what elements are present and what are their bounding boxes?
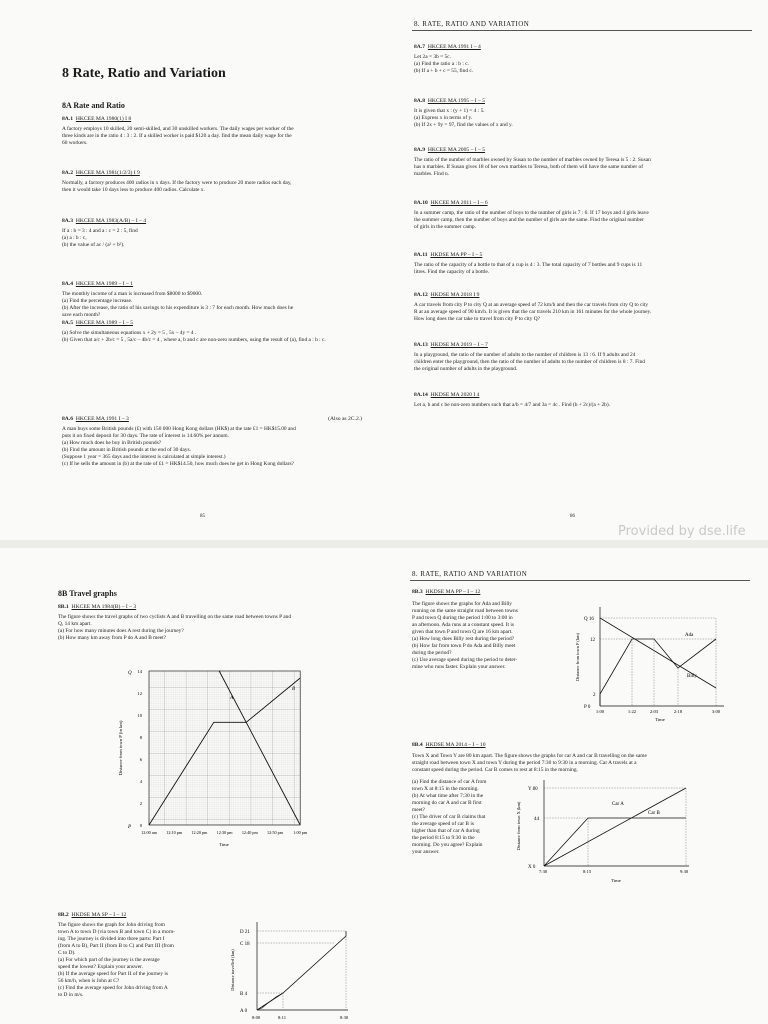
question-line: (c) If he sells the amount in (b) at the rate of £1 = HK$14.50, how much does he get in Hong Kong dollars? [62,461,294,467]
travel-graph-2 [226,920,376,1024]
question-heading [414,392,754,398]
question-line: an afternoon. Ada runs at a constant speed. It is [412,622,514,628]
y-tick: Y 80 [528,787,538,792]
question-source: HKDSE MA 2018 I 9 [430,292,480,298]
question-id: 8A.14 [414,392,428,398]
question-line: The ratio of the number of marbles owned by Susan to the number of marbles owned by Teresa is 5 : 2. Susan [414,157,651,163]
question-text [414,157,754,178]
question-line: the original number of adults in the playground. [414,366,518,372]
question-source: HKCEE MA 1995 – I – 5 [427,98,486,104]
question-line: given that town P and town Q are 16 km apart. [412,629,513,635]
question-id: 8A.2 [62,170,74,176]
question-heading [414,200,754,206]
page-85 [0,0,384,540]
y-tick: P 0 [584,705,591,710]
question-line: The ratio of the capacity of a bottle to that of a cup is 4 : 3. The total capacity of 7 bottles and 9 cups is 11 [414,262,643,268]
x-tick: 2:03 [649,709,659,714]
question-heading [414,147,754,153]
y-tick: 44 [534,817,539,822]
axis-point-q: Q [128,671,132,676]
question-line: marbles. Find n. [414,171,450,177]
question-line: save each month? [62,312,101,318]
question-id: 8A.8 [414,98,426,104]
question-line: the summer camp, then the number of boys and the number of girls are the same. Find the original number [414,217,644,223]
x-tick: 12:10 pm [166,830,183,835]
y-tick: 8 [139,735,142,740]
chapter-title: 8 Rate, Ratio and Variation [62,66,226,81]
series-label-car-b: Car B [648,811,660,816]
y-axis-label: Distance from town P (km) [575,633,580,681]
y-tick: Q 16 [584,617,594,622]
question-line: In a playground, the ratio of the number of adults to the number of children is 13 : 6. If 9 adults and 24 [414,352,636,358]
x-tick: 12:20 pm [191,830,208,835]
series-label-billy: Billy [687,674,698,679]
page-number: 86 [570,514,575,519]
question-line: (a) Find the percentage increase. [62,298,133,304]
x-tick: 12:30 pm [216,830,233,835]
page-88 [384,548,768,1024]
question-line: Town X and Town Y are 80 km apart. The figure shows the graphs for car A and car B travelling on the same [412,753,647,759]
question-line: The figure shows the graphs for Ada and Billy [412,601,513,607]
question-line: (a) How much does he buy in British pounds? [62,440,162,446]
question-heading [414,98,754,104]
x-axis-label: Time [611,878,621,883]
question-source: HKCEE MA 1980(1) I 8 [75,116,132,122]
graph-label-a: A [230,696,234,701]
y-tick: 10 [137,713,142,718]
question-line: litres. Find the capacity of a bottle. [414,269,490,275]
question-id: 8A.7 [414,44,426,50]
question-line: (a) For which part of the journey is the average [58,957,160,963]
axis-point-p: P [128,825,132,830]
x-tick: 2:18 [673,709,683,714]
question-line: higher than that of car A during [412,828,480,834]
section-title: 8A Rate and Ratio [62,101,125,110]
x-axis-label: Time [655,717,665,722]
series-label-ada: Ada [685,633,694,638]
question-line: Let 2a = 3b = 5c. [414,54,451,60]
question-line: puts it on fixed deposit for 30 days. The rate of interest is 14.60% per annum. [62,433,229,439]
question-text [414,210,754,231]
x-tick: 9:30 [680,869,689,874]
question-line: (b) After the increase, the ratio of his savings to his expenditure is 3 : 7 for each month. How much does he [62,305,294,311]
question-source: HKCEE MA 1989 – I – 1 [75,281,134,287]
page-number: 85 [200,514,205,519]
question-line: It is given that x : (y + 1) = 4 : 5. [414,108,485,114]
question-line: (a) a : b : c, [62,235,87,241]
question-line: A car travels from city P to city Q at an average speed of 72 km/h and then the car travels from city Q to city [414,302,649,308]
y-tick: 12 [137,691,142,696]
running-header: 8. RATE, RATIO AND VARIATION [414,20,530,28]
question-line: running on the same straight road between towns [412,608,518,614]
question-line: morning do car A and car B first [412,800,482,806]
question-line: (b) If a + b + c = 55, find c. [414,68,474,74]
page-row-divider [0,540,768,548]
y-tick: 2 [139,801,142,806]
question-text [62,126,362,147]
question-line: of girls in the summer camp. [414,224,476,230]
x-tick-labels [596,709,721,714]
question-id: 8A.9 [414,147,426,153]
question-line: How long does the car take to travel from city P to city Q? [414,316,540,322]
question-id: 8A.13 [414,342,428,348]
x-tick: 1:22 [627,709,637,714]
question-source: HKCEE MA 1991 I – 3 [75,416,129,422]
question-id: 8A.12 [414,292,428,298]
x-tick: 12:40 pm [241,830,258,835]
question-line: speed the lowest? Explain your answer. [58,964,144,970]
question-source: HKCEE MA 2011 – I – 6 [430,200,488,206]
y-axis-label: Distance travelled (km) [230,949,235,991]
question-line: 60 workers. [62,140,88,146]
question-line: Let a, b and c be non-zero numbers such that a/b = 4/7 and 3a = 4c . Find (b + 2c)/(a + 2b). [414,402,610,408]
question-text [414,108,754,129]
question-line: (b) Find the amount in British pounds at the end of 30 days. [62,447,191,453]
y-tick-labels [137,669,142,828]
question-heading: 8B.2 HKDSE MA SP – I – 12 [58,912,127,918]
x-tick: 1:00 pm [293,830,308,835]
question-heading [62,218,362,224]
x-tick: 8:11 [278,1015,286,1020]
question-heading [62,281,362,287]
question-heading: 8B.3 HKDSE MA PP – I – 12 [412,589,481,595]
question-text [62,180,362,194]
question-heading [414,252,754,258]
question-id: 8A.5 [62,320,74,326]
x-tick: 12:50 pm [267,830,283,835]
question-text [412,601,577,671]
question-line: Normally, a factory produces 400 radios in x days. If the factory were to produce 20 more radios each day, [62,180,292,186]
question-line: has n marbles. If Susan gives 18 of her own marbles to Teresa, both of them will have the same number of [414,164,644,170]
question-id: 8A.11 [414,252,428,258]
question-line: (c) The driver of car B claims that [412,814,486,820]
question-line: (b) If the average speed for Part II of the journey is [58,971,169,977]
question-source: HKDSE MA PP – I – 5 [430,252,483,258]
question-text [58,922,248,999]
question-line: C to D). [58,950,76,956]
question-source: HKCEE MA 1983(A/B) – I – 4 [75,218,147,224]
question-text [414,262,754,276]
question-text [414,402,754,409]
question-id: 8A.10 [414,200,428,206]
y-tick: 12 [590,638,595,643]
x-tick: 7:30 [539,869,548,874]
travel-graph-3 [574,602,754,722]
question-line: during the period? [412,650,452,656]
question-text [414,302,754,323]
question-line: (a) Find the ratio a : b : c. [414,61,469,67]
question-line: the period 8:15 to 9:30 in the [412,835,475,841]
question-heading [414,44,754,50]
question-line: (b) If 2x + 9y = 97, find the values of x and y. [414,122,513,128]
question-line: A factory employs 10 skilled, 20 semi-skilled, and 30 unskilled workers. The daily wages per worker of the [62,126,294,132]
question-heading [414,292,754,298]
question-line: town X at 8:15 in the morning. [412,786,479,792]
question-heading: 8B.1 HKCEE MA 1984(B) – I – 3 [58,604,137,610]
y-tick: 0 [139,823,142,828]
question-id: 8A.3 [62,218,74,224]
question-source: HKCEE MA 1991 I – 4 [427,44,481,50]
x-tick: 8:15 [583,869,592,874]
x-tick: 1:00 [595,709,605,714]
question-line: meet? [412,807,425,813]
watermark: Provided by dse.life [618,524,746,539]
series-label-car-a: Car A [612,802,624,807]
graph-label-b: B [292,687,296,692]
point-a: A 0 [240,1009,248,1014]
point-d: D 21 [240,930,250,935]
y-axis-label: Distance from town P (in km) [118,720,123,776]
question-heading [62,170,362,176]
question-text [62,426,362,468]
running-header: 8. RATE, RATIO AND VARIATION [412,570,528,578]
question-line: (b) Given that a/c + 2b/c = 5 , 5a/c – 4b/c = 4 , where a, b and c are non-zero numbers, using the result of (a), find a : b : c. [62,337,326,343]
question-heading [62,116,362,122]
question-line: (a) Solve the simultaneous equations x + 2y = 5 , 5x – 4y = 4 . [62,330,197,336]
question-line: mine who runs faster. Explain your answer. [412,664,506,670]
question-line: your answer. [412,849,440,855]
question-text [414,352,754,373]
question-line: (c) Use average speed during the period to deter- [412,657,518,663]
x-tick: 12:00 am [141,830,157,835]
question-line: children enter the playground, then the ratio of the number of adults to the number of children is 8 : 7. Find [414,359,645,365]
question-line: If a : b = 3 : 4 and a : c = 2 : 5, find [62,228,138,234]
y-tick: 4 [139,779,142,784]
section-title: 8B Travel graphs [58,589,117,598]
question-text [62,330,362,344]
y-tick: 6 [139,757,142,762]
question-intro [412,753,757,774]
question-line: The figure shows the graph for John driving from [58,922,165,928]
question-id: 8A.1 [62,116,74,122]
question-line: (b) At what time after 7:30 in the [412,793,484,799]
question-line: morning. Do you agree? Explain [412,842,483,848]
question-source: HKCEE MA 1981(1/2/3) I 9 [75,170,140,176]
question-line: (a) Find the distance of car A from [412,779,487,785]
question-source: HKCEE MA 2005 – I – 5 [427,147,486,153]
question-line: straight road between town X and town Y during the period 7:30 to 9:30 in a morning. Car A travels at a [412,760,637,766]
question-line: (b) the value of ac / (a² + b²). [62,242,125,248]
question-source: HKCEE MA 1989 – I – 5 [75,320,134,326]
question-line: P and town Q during the period 1:00 to 3:00 in [412,615,513,621]
question-line: A man buys some British pounds (£) with 150 000 Hong Kong dollars (HK$) at the rate £1 = HK$15.00 and [62,426,296,432]
question-text [414,54,754,75]
y-tick: 14 [137,669,142,674]
question-line: (c) Find the average speed for John driving from A [58,985,168,991]
point-b: B 4 [240,992,248,997]
y-tick: 2 [593,693,596,698]
question-line: the average speed of car B is [412,821,474,827]
travel-graph-4 [514,776,704,888]
x-tick: 3:00 [711,709,721,714]
page-86 [384,0,768,540]
question-text [62,228,362,249]
question-line: (Suppose 1 year = 365 days and the interest is calculated at simple interest.) [62,454,226,460]
question-line: then it would take 10 days less to produce 400 radios. Calculate x. [62,187,205,193]
question-id: 8A.6 [62,416,74,422]
question-text: The figure shows the travel graphs of two cyclists A and B travelling on the same road between towns P and Q, 14 km apart. (a) For how many minutes does A rest during the journey? (b) How many km away from P do A and B meet? [58,614,292,641]
question-line: town A to town D (via town B and town C) in a morn- [58,929,175,935]
y-axis-label: Distance from town X (km) [516,801,521,851]
x-axis-label: Time [219,842,229,847]
question-line: The monthly income of a man is increased from $8000 to $9000. [62,291,203,297]
x-tick-labels [141,830,308,835]
question-line: In a summer camp, the ratio of the number of boys to the number of girls is 7 : 6. If 17 boys and 4 girls leave [414,210,649,216]
question-line: to D in m/s. [58,992,84,998]
page-87 [0,548,384,1024]
question-line: 56 km/h, when is John at C? [58,978,120,984]
question-line: (from A to B), Part II (from B to C) and Part III (from [58,943,174,949]
x-tick: 8:30 [340,1015,349,1020]
question-id: 8A.4 [62,281,74,287]
question-line: three kinds are in the ratio 4 : 3 : 2. If a skilled worker is paid $120 a day. find the mean daily wage for the [62,133,292,139]
question-line: constant speed during the period. Car B comes to rest at 8:15 in the morning. [412,767,578,773]
question-text [62,291,362,319]
travel-graph-1 [100,666,325,876]
question-heading: 8B.4 HKDSE MA 2014 – I – 10 [412,742,486,748]
question-line: (a) How long does Billy rest during the period? [412,636,515,642]
question-source: HKDSE MA 2020 I 4 [430,392,480,398]
question-line: ing. The journey is divided into three parts: Part I [58,936,165,942]
x-tick: 8:00 [252,1015,261,1020]
question-line: (b) How far from town P do Ada and Billy meet [412,643,516,649]
question-heading [62,320,362,326]
question-source: HKDSE MA 2019 – I – 7 [430,342,488,348]
question-line: R at an average speed of 90 km/h. It is given that the car travels 210 km in 161 minutes for the whole journey. [414,309,652,315]
question-line: (a) Express x in terms of y. [414,115,473,121]
question-heading [62,416,362,422]
question-note: (Also as 2C.2.) [328,416,362,422]
point-c: C 18 [240,942,250,947]
y-tick: X 0 [528,865,536,870]
question-heading [414,342,754,348]
